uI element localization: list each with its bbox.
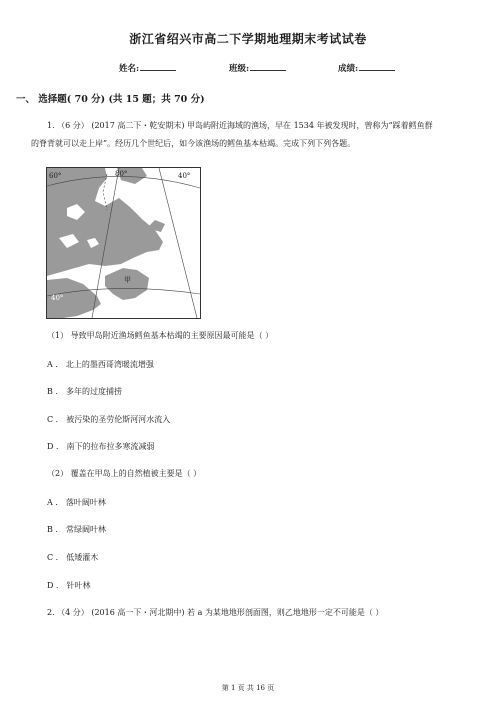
sub-question-2-stem: （2） 覆盖在甲岛上的自然植被主要是（ ） (47, 469, 202, 478)
sub1-option-a: A ． 北上的墨西哥湾暖流增强 (47, 360, 154, 369)
question-1-line-2: 的脊背就可以走上岸”。经历几个世纪后，如今该渔场的鳕鱼基本枯竭。完成下列下列各题。 (31, 139, 356, 148)
section-heading: 一、 选择题( 70 分) (共 15 题；共 70 分) (16, 94, 205, 105)
map-label-lat60: 60° (49, 172, 62, 180)
map-label-island: 甲 (124, 276, 131, 284)
sub1-option-d: D ． 南下的拉布拉多寒流减弱 (47, 442, 155, 451)
name-label: 姓名: (119, 64, 140, 74)
map-label-lat40-bottom: 40° (51, 294, 64, 302)
sub1-option-c: C ． 被污染的圣劳伦斯河河水流入 (47, 415, 171, 424)
map-figure (46, 167, 201, 319)
map-drawing (47, 168, 200, 318)
score-label: 成绩: (338, 64, 359, 74)
question-2-line-1: 2. （4 分） (2016 高一下・河北期中) 若 a 为某地地形剖面图，则乙地地形一定不可能是（ ） (47, 608, 384, 617)
sub2-option-c: C ． 低矮灌木 (47, 553, 99, 562)
name-field (119, 62, 176, 74)
sub1-option-b: B ． 多年的过度捕捞 (47, 387, 122, 396)
class-label: 班级: (229, 64, 250, 74)
sub2-option-a: A ． 落叶阔叶林 (47, 498, 106, 507)
page-footer: 第 1 页 共 16 页 (221, 684, 275, 692)
question-1-line-1: 1. （6 分） (2017 高二下・乾安期末) 甲岛屿附近海域的渔场，早在 1534 年被发现时，曾称为“踩着鳕鱼群 (47, 121, 433, 130)
class-field (229, 62, 286, 74)
sub2-option-d: D ． 针叶林 (47, 581, 91, 590)
sub2-option-b: B ． 常绿阔叶林 (47, 525, 106, 534)
sub-question-1-stem: （1） 导致甲岛附近渔场鳕鱼基本枯竭的主要原因最可能是（ ） (47, 331, 274, 340)
score-blank (359, 70, 395, 71)
score-field (338, 62, 395, 74)
class-blank (250, 70, 286, 71)
page-title: 浙江省绍兴市高二下学期地理期末考试试卷 (129, 32, 367, 46)
name-blank (140, 70, 176, 71)
map-label-lon80: 80° (115, 170, 128, 178)
map-label-lat40-top: 40° (178, 172, 191, 180)
